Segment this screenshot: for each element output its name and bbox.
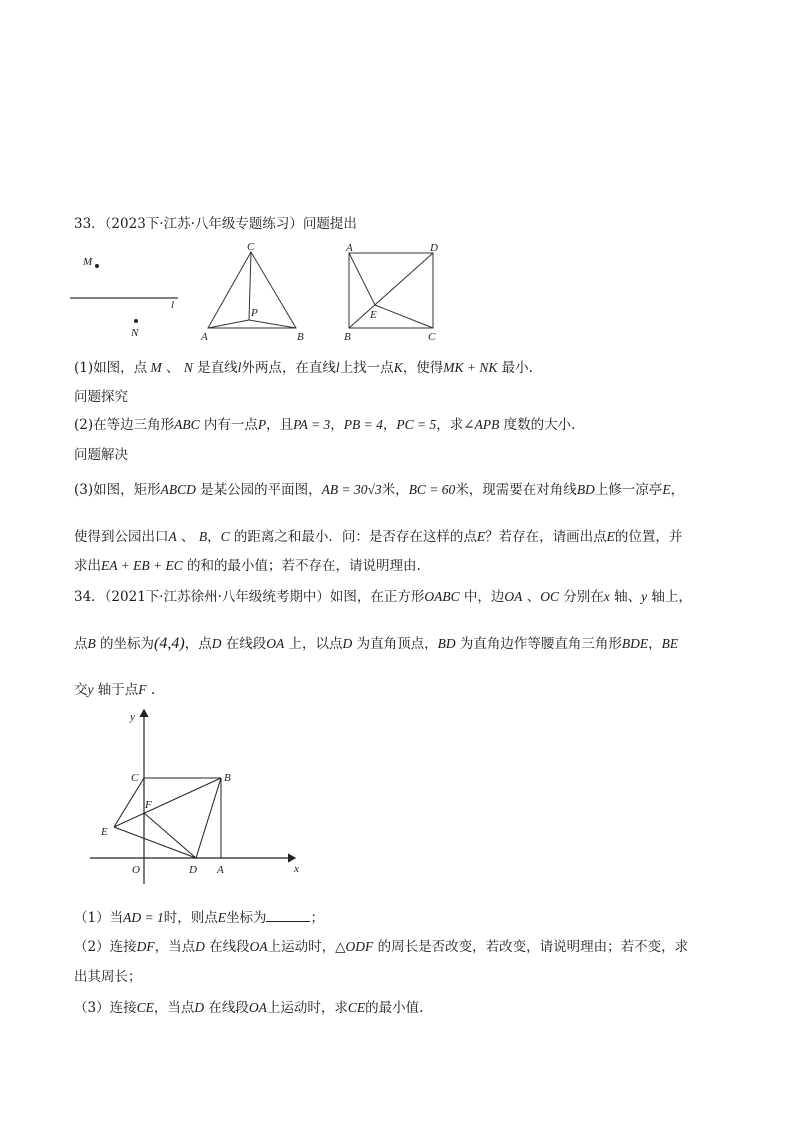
segment-ec	[375, 305, 433, 328]
q33-part1: (1)如图，点 M 、 N 是直线l外两点，在直线l上找一点K，使得MK + NK 最小.	[74, 360, 533, 376]
answer-blank	[266, 907, 310, 922]
q34-line2: 点B 的坐标为(4,4)，点D 在线段OA 上，以点D 为直角顶点，BD 为直角边作等腰直角三角形BDE，BE	[74, 635, 679, 652]
diagonal-bd	[349, 253, 433, 328]
label-x: x	[294, 863, 299, 875]
segment-eb	[114, 778, 221, 827]
label-e: E	[101, 826, 108, 838]
label-c: C	[428, 331, 436, 343]
label-b: B	[297, 331, 304, 343]
q34-sub2-cont: 出其周长；	[74, 969, 142, 985]
q33-solve-heading: 问题解决	[74, 447, 128, 463]
label-m: M	[83, 256, 93, 268]
label-a: A	[217, 864, 224, 876]
segment-ea	[349, 253, 375, 305]
q33-part2: (2)在等边三角形ABC 内有一点P，且PA = 3，PB = 4，PC = 5，求∠APB 度数的大小.	[74, 417, 576, 433]
label-b: B	[344, 331, 351, 343]
label-b: B	[224, 772, 231, 784]
q33-figure-rectangle	[340, 240, 450, 345]
q33-header: 33．（2023下·江苏·八年级专题练习）问题提出	[74, 216, 357, 232]
q34-line1: 34．（2021下·江苏徐州·八年级统考期中）如图，在正方形OABC 中，边OA 、OC 分别在x 轴、y 轴上，	[74, 589, 692, 605]
label-d: D	[430, 242, 438, 254]
segment-de	[114, 827, 196, 858]
q33-part3: (3)如图，矩形ABCD 是某公园的平面图，AB = 30√3米，BC = 60米，现需要在对角线BD上修一凉亭E，	[74, 482, 685, 498]
label-a: A	[346, 242, 353, 254]
q33-figure-line	[70, 248, 190, 343]
segment-bd	[196, 778, 221, 858]
q34-figure-coordinate	[90, 700, 320, 885]
label-n: N	[131, 327, 139, 339]
q33-explore-heading: 问题探究	[74, 389, 128, 405]
segment-pa	[208, 320, 249, 328]
point-n	[134, 319, 138, 323]
q34-line3: 交y 轴于点F .	[74, 682, 156, 698]
label-c: C	[247, 241, 255, 253]
label-c: C	[131, 772, 139, 784]
label-d: D	[189, 864, 197, 876]
q34-sub3: （3）连接CE，当点D 在线段OA上运动时，求CE的最小值.	[74, 1000, 424, 1016]
segment-pb	[249, 320, 296, 328]
q33-part3-cont: 使得到公园出口A 、 B，C 的距离之和最小．问：是否存在这样的点E？若存在，请画出点E的位置，并	[74, 529, 683, 545]
label-l: l	[171, 299, 175, 311]
q34-sub1: （1）当AD = 1时，则点E坐标为 ；	[74, 907, 324, 928]
q33-figure-triangle	[195, 240, 325, 345]
label-a: A	[201, 331, 208, 343]
label-y: y	[130, 711, 135, 723]
label-f: F	[145, 799, 152, 811]
segment-fd	[144, 813, 196, 858]
label-e: E	[370, 309, 377, 321]
q34-sub2: （2）连接DF，当点D 在线段OA上运动时，△ODF 的周长是否改变，若改变，请说明理由；若不变，求	[74, 939, 689, 955]
label-o: O	[132, 864, 140, 876]
label-p: P	[251, 307, 258, 319]
q33-part3-cont2: 求出EA + EB + EC 的和的最小值；若不存在，请说明理由.	[74, 558, 421, 574]
point-m	[95, 264, 99, 268]
